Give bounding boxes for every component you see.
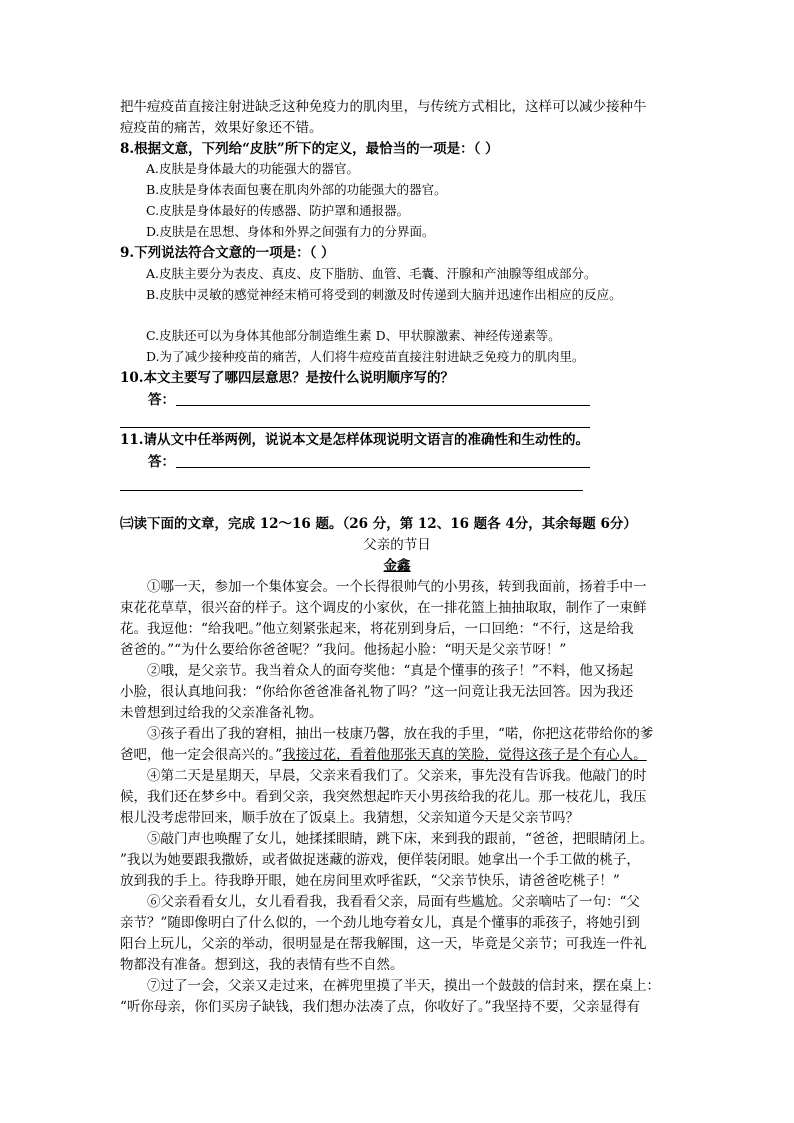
paragraph-line: ⑤敲门声也唤醒了女儿，她揉揉眼睛，跳下床，来到我的跟前，“爸爸，把眼睛闭上。 [147,831,654,847]
question-10-answer-label: 答： [148,392,175,408]
paragraph-line [120,745,647,765]
paragraph-line: 亲节？”随即像明白了什么似的，一个劲儿地夸着女儿，真是个懂事的乖孩子，将她引到 [120,915,640,931]
paragraph-line: ⑦过了一会，父亲又走过来，在裤兜里摸了半天，摸出一个鼓鼓的信封来，摆在桌上： [147,978,660,994]
question-10-stem: 10.本文主要写了哪四层意思？是按什么说明顺序写的？ [120,370,454,386]
question-11-answer-label: 答： [148,454,175,470]
question-8-option-d: D.皮肤是在思想、身体和外界之间强有力的分界面。 [146,224,435,239]
question-8-option-b: B.皮肤是身体表面包裹在肌肉外部的功能强大的器官。 [146,182,447,197]
question-9-option-b: B.皮肤中灵敏的感觉神经末梢可将受到的刺激及时传递到大脑并迅速作出相应的反应。 [146,287,622,302]
paragraph-line: ④第二天是星期天，早晨，父亲来看我们了。父亲来，事先没有告诉我。他敲门的时 [147,768,647,784]
paragraph-line: 放到我的手上。待我睁开眼，她在房间里欢呼雀跃，“父亲节快乐，请爸爸吃桃子！” [120,873,620,889]
question-11-stem: 11.请从文中任举两例，说说本文是怎样体现说明文语言的准确性和生动性的。 [120,432,589,448]
paragraph-line: ⑥父亲看看女儿，女儿看看我，我看看父亲，局面有些尴尬。父亲嘀咕了一句：“父 [147,894,640,910]
answer-line[interactable] [120,427,590,428]
paragraph-line: 候，我们还在梦乡中。看到父亲，我突然想起昨天小男孩给我的花儿。那一枝花儿，我压 [120,789,647,805]
question-9-option-a: A.皮肤主要分为表皮、真皮、皮下脂肪、血管、毛囊、汗腺和产油腺等组成部分。 [146,266,597,281]
paragraph-line: 阳台上玩儿，父亲的举动，很明显是在帮我解围，这一天，毕竟是父亲节；可我连一件礼 [120,936,647,952]
article-author: 金鑫 [383,558,411,574]
article-title: 父亲的节日 [363,537,431,553]
question-8-option-c: C.皮肤是身体最好的传感器、防护罩和通报器。 [146,203,410,218]
paragraph-line: ”我以为她要跟我撒娇，或者做捉迷藏的游戏，便佯装闭眼。她拿出一个手工做的桃子， [120,852,640,868]
answer-line[interactable] [176,467,590,468]
paragraph-line: “听你母亲，你们买房子缺钱，我们想办法凑了点，你收好了。”我坚持不要，父亲显得有 [120,999,641,1015]
question-9-option-d: D.为了减少接种疫苗的痛苦，人们将牛痘疫苗直接注射进缺乏免疫力的肌肉里。 [146,349,585,364]
paragraph-line: 未曾想到过给我的父亲准备礼物。 [120,705,323,721]
paragraph-line: 束花花草草，很兴奋的样子。这个调皮的小家伙，在一排花篮上抽抽取取，制作了一束鲜 [120,600,647,616]
section-header: ㈢读下面的文章，完成 12～16 题。（26 分，第 12、16 题各 4分，其余每题 6分） [120,516,637,532]
paragraph-line: ②哦，是父亲节。我当着众人的面夸奖他：“真是个懂事的孩子！”不料，他又扬起 [147,663,634,679]
paragraph-line: 爸爸的。”“为什么要给你爸爸呢？”我问。他扬起小脸：“明天是父亲节呀！” [120,642,567,658]
question-9-stem: 9.下列说法符合文意的一项是：（ ） [120,245,335,261]
paragraph-line: 物都没有准备。想到这，我的表情有些不自然。 [120,957,404,973]
question-9-option-c: C.皮肤还可以为身体其他部分制造维生素 D、甲状腺激素、神经传递素等。 [146,328,561,343]
paragraph-line: 根儿没考虑带回来，顺手放在了饭桌上。我猜想，父亲知道今天是父亲节吗？ [120,810,579,826]
paragraph-line: 花。我逗他：“给我吧。”他立刻紧张起来，将花别到身后，一口回绝：“不行，这是给我 [120,621,634,637]
underlined-sentence: 我接过花，看着他那张天真的笑脸，觉得这孩子是个有心人。 [282,747,647,763]
paragraph-line: ③孩子看出了我的窘相，抽出一枝康乃馨，放在我的手里，“喏，你把这花带给你的爹 [147,726,654,742]
paragraph-text: 爸吧，他一定会很高兴的。” [120,747,283,763]
paragraph-line: ①哪一天，参加一个集体宴会。一个长得很帅气的小男孩，转到我面前，扬着手中一 [147,579,647,595]
paragraph-line: 小脸，很认真地问我：“你给你爸爸准备礼物了吗？”这一问竟让我无法回答。因为我还 [120,684,634,700]
intro-line: 把牛痘疫苗直接注射进缺乏这种免疫力的肌肉里，与传统方式相比，这样可以减少接种牛 [120,99,647,115]
answer-line[interactable] [176,405,590,406]
question-8-stem: 8.根据文意，下列给“皮肤”所下的定义，最恰当的一项是：（ ） [120,141,499,157]
question-8-option-a: A.皮肤是身体最大的功能强大的器官。 [146,161,360,176]
intro-line: 痘疫苗的痛苦，效果好象还不错。 [120,120,323,136]
answer-line[interactable] [120,490,583,491]
